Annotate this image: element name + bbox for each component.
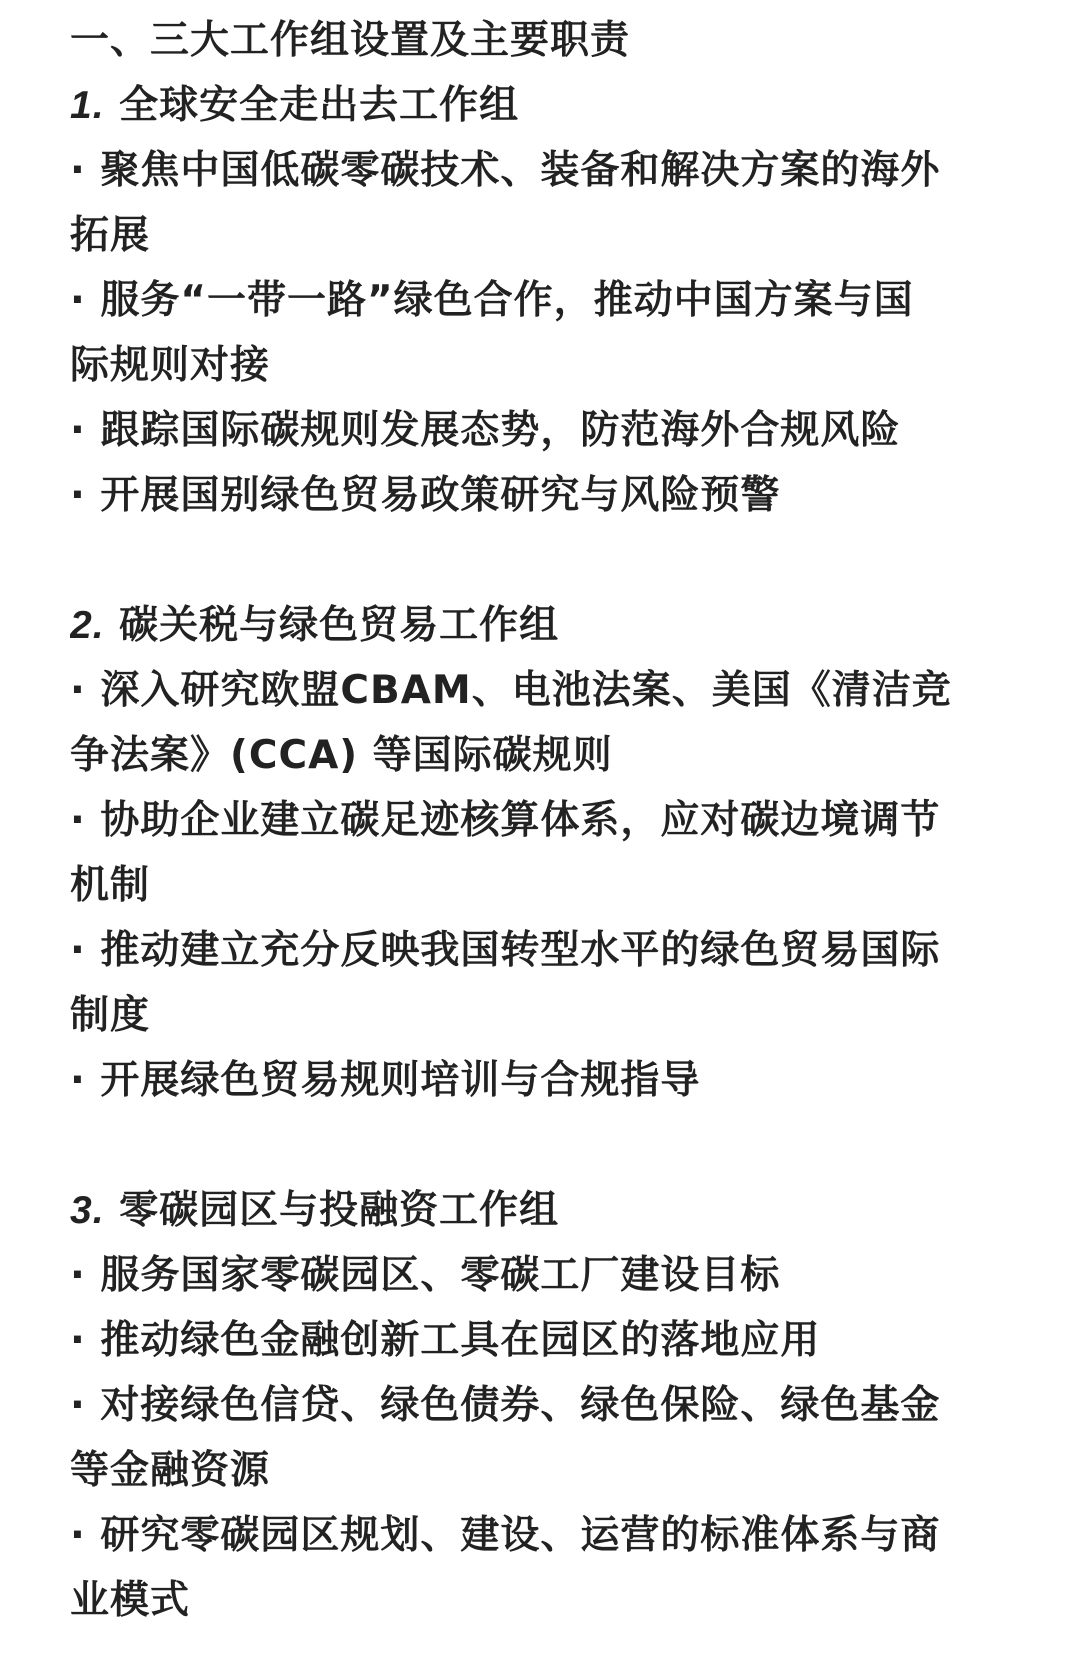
section-3-title: 零碳园区与投融资工作组 (119, 1188, 560, 1233)
section-1-line: · 聚焦中国低碳零碳技术、装备和解决方案的海外 (70, 148, 941, 193)
section-1-line: · 跟踪国际碳规则发展态势，防范海外合规风险 (70, 408, 901, 453)
section-2-heading (70, 593, 1000, 658)
section-3-line: · 推动绿色金融创新工具在园区的落地应用 (70, 1318, 821, 1363)
section-2-line: · 开展绿色贸易规则培训与合规指导 (70, 1058, 701, 1103)
section-1-line: · 服务“一带一路”绿色合作，推动中国方案与国 (70, 278, 914, 323)
section-2-line: · 推动建立充分反映我国转型水平的绿色贸易国际 (70, 928, 941, 973)
section-1-number: 1. (70, 84, 105, 127)
section-1-line: 拓展 (70, 213, 151, 258)
section-1-line: 际规则对接 (70, 343, 271, 388)
section-1-heading (70, 73, 1000, 138)
section-3-line: · 研究零碳园区规划、建设、运营的标准体系与商 (70, 1513, 941, 1558)
section-3-line: 业模式 (70, 1578, 191, 1623)
section-1-title: 全球安全走出去工作组 (119, 83, 520, 128)
section-3-line: · 对接绿色信贷、绿色债券、绿色保险、绿色基金 (70, 1383, 941, 1428)
section-2-line: 机制 (70, 863, 151, 908)
section-3-line: 等金融资源 (70, 1448, 271, 1493)
section-2-number: 2. (70, 604, 105, 647)
section-1-line: · 开展国别绿色贸易政策研究与风险预警 (70, 473, 781, 518)
section-2-title: 碳关税与绿色贸易工作组 (119, 603, 560, 648)
section-3-heading (70, 1178, 1000, 1243)
section-3-number: 3. (70, 1189, 105, 1232)
section-2-line: · 深入研究欧盟CBAM、电池法案、美国《清洁竞 (70, 668, 952, 713)
section-spacer (70, 528, 1000, 593)
section-spacer (70, 1113, 1000, 1178)
section-2-line: 制度 (70, 993, 151, 1038)
document-heading: 一、三大工作组设置及主要职责 (70, 18, 631, 63)
section-3-line: · 服务国家零碳园区、零碳工厂建设目标 (70, 1253, 781, 1298)
section-2-line: · 协助企业建立碳足迹核算体系，应对碳边境调节 (70, 798, 941, 843)
section-2-line: 争法案》(CCA) 等国际碳规则 (70, 733, 613, 778)
